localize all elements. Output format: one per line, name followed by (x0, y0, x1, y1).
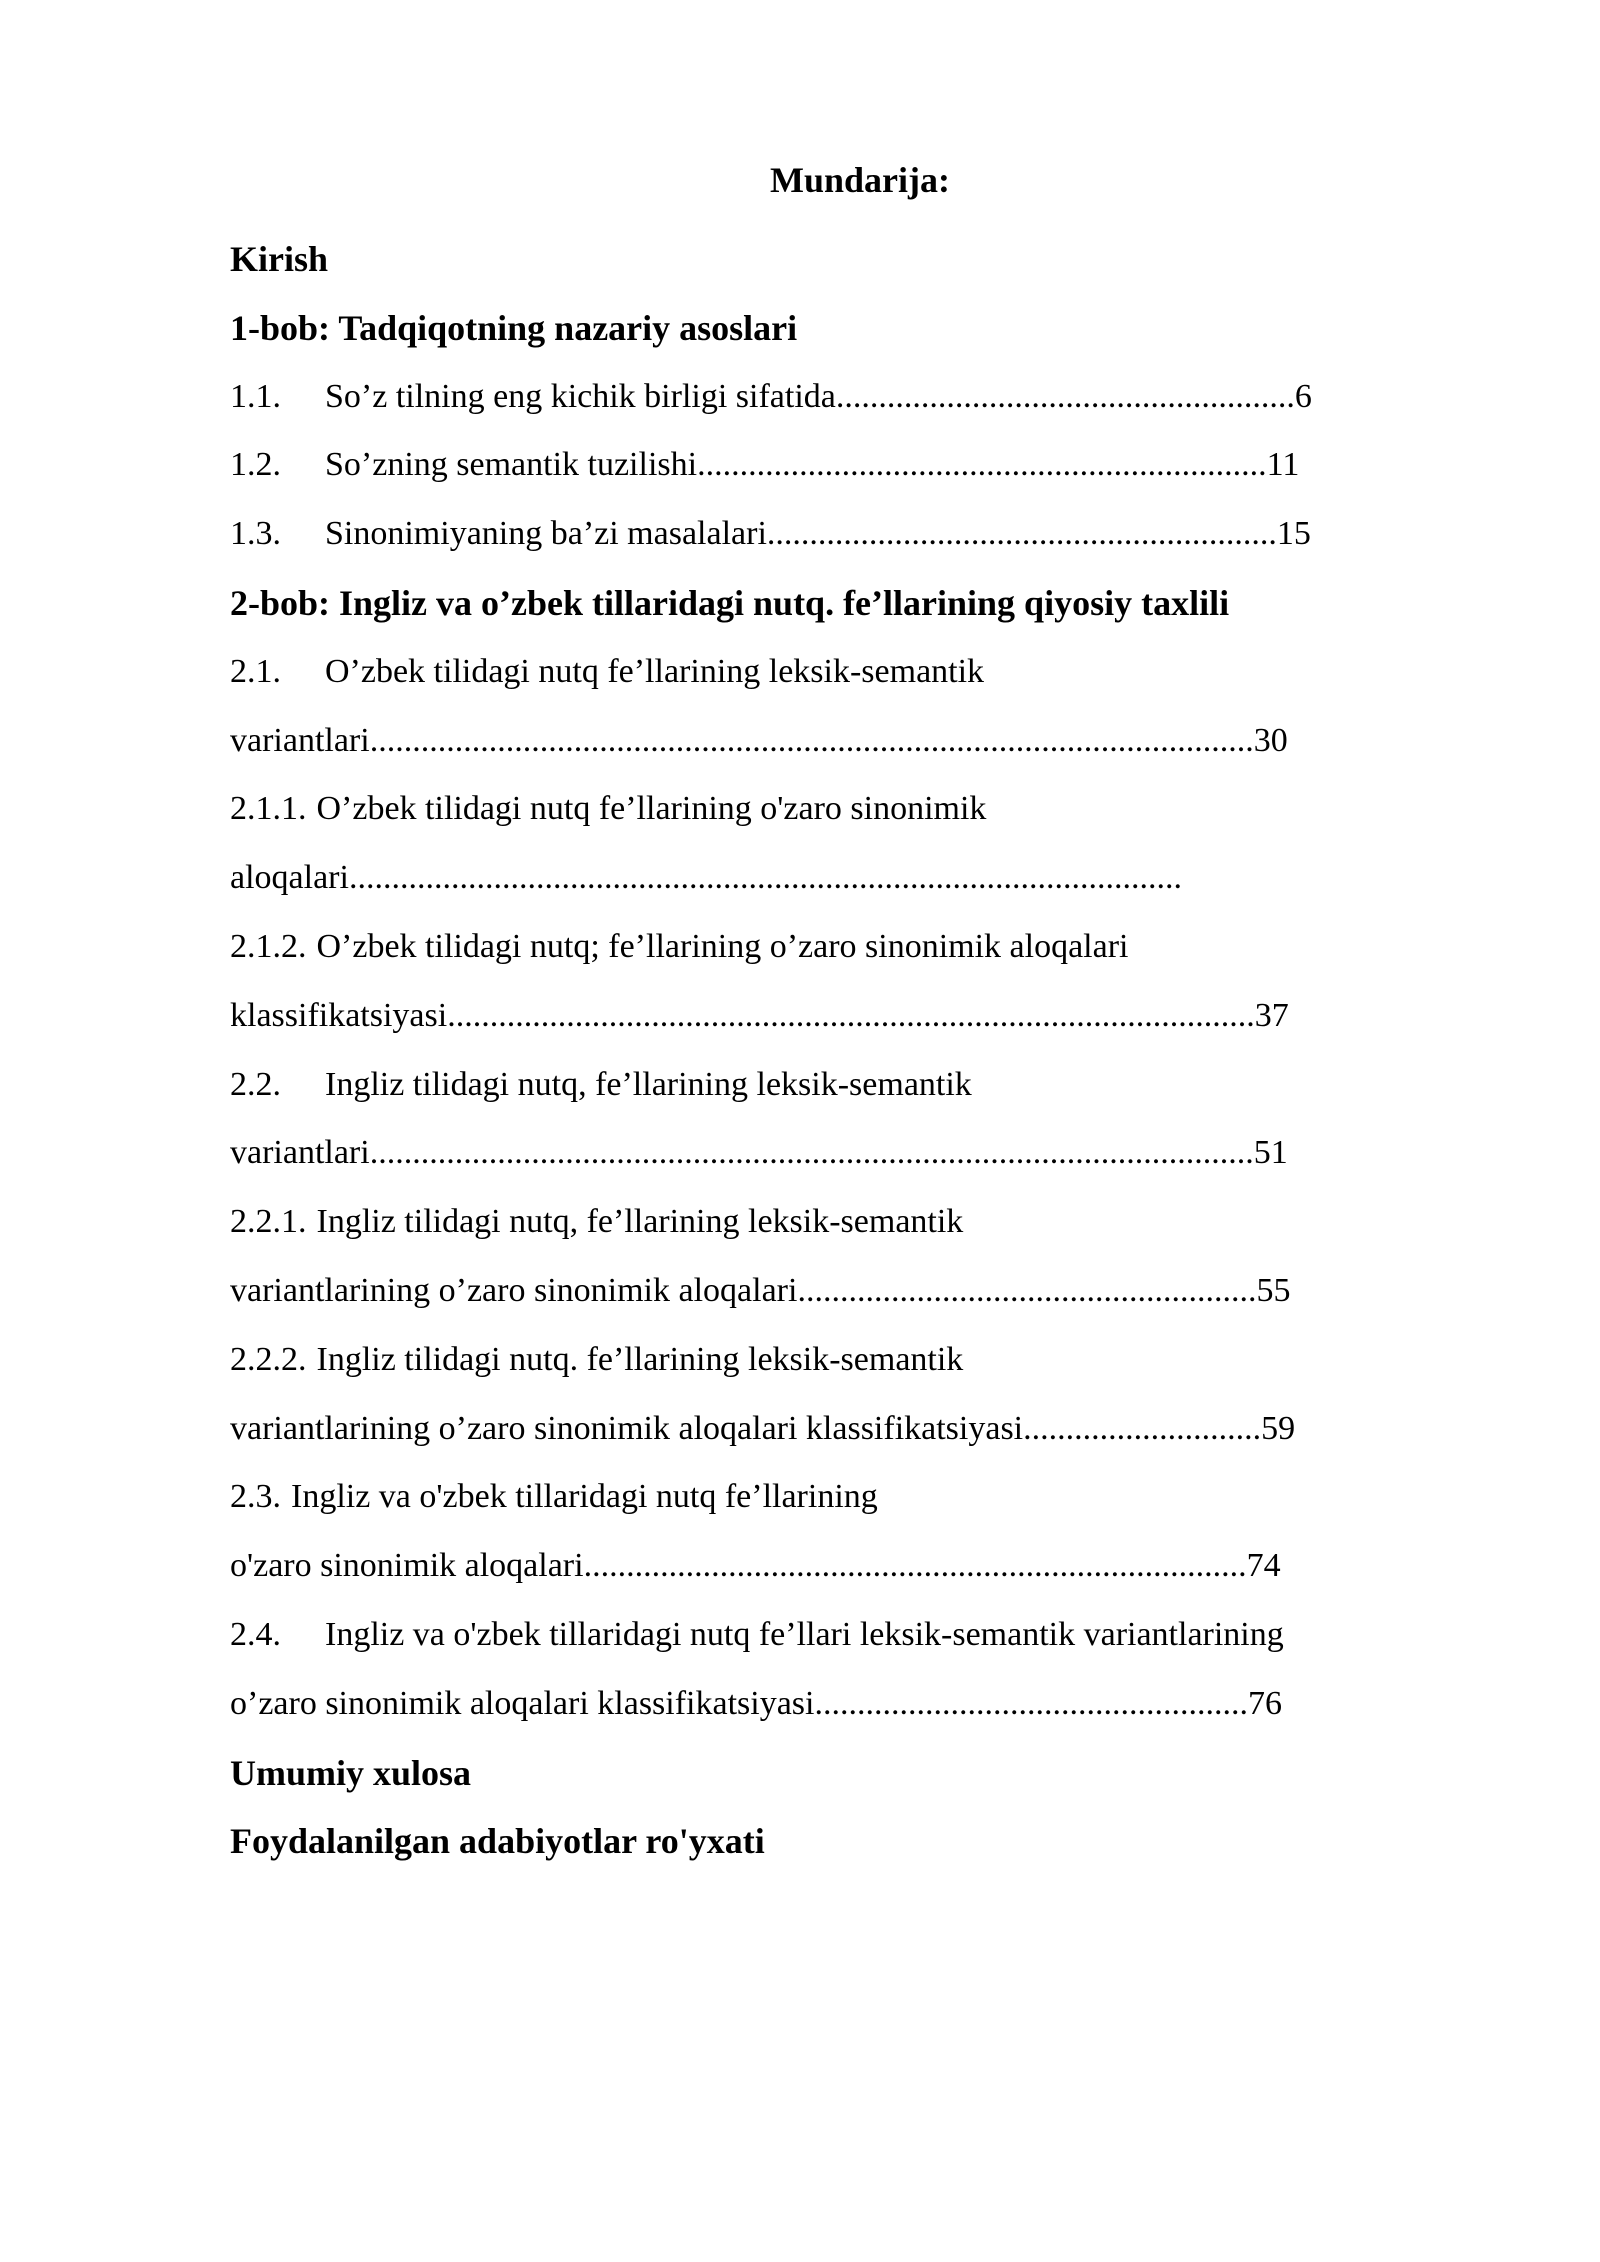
toc-entry-number: 2.4. (230, 1615, 281, 1653)
toc-entry-number: 2.2. (230, 1065, 281, 1103)
toc-heading-chapter-1: 1-bob: Tadqiqotning nazariy asoslari (230, 307, 798, 348)
toc-page-number: 76 (1247, 1684, 1282, 1722)
toc-entry-2-2 (230, 1051, 1480, 1120)
toc-entry-2-4-continued (230, 1670, 1480, 1739)
toc-entry-number: 1.3. (230, 515, 281, 553)
toc-entry-text: o’zaro sinonimik aloqalari klassifikatsiyasi (230, 1684, 815, 1722)
toc-entry-number: 2.3. (230, 1478, 281, 1516)
toc-entry-1-1 (230, 363, 1480, 432)
toc-entry-text: variantlari (230, 1134, 370, 1172)
toc-page-number: 59 (1261, 1409, 1296, 1447)
toc-entry-text: o'zaro sinonimik aloqalari (230, 1547, 584, 1585)
toc-entry-text: Ingliz tilidagi nutq. fe’llarining leksik-semantik (316, 1340, 964, 1378)
toc-entry-2-2-2-continued (230, 1395, 1480, 1464)
toc-entry-text: Ingliz va o'zbek tillaridagi nutq fe’llari leksik-semantik variantlarining (325, 1615, 1284, 1653)
toc-entry-2-1-1-continued (230, 844, 1480, 913)
toc-page-number: 37 (1254, 996, 1289, 1034)
toc-entry-2-1-continued (230, 707, 1480, 776)
toc-entry-2-1-2 (230, 913, 1480, 982)
toc-page-number: 74 (1246, 1547, 1281, 1585)
toc-entry-text: So’z tilning eng kichik birligi sifatida (325, 377, 836, 415)
toc-entry-text: O’zbek tilidagi nutq fe’llarining leksik-semantik (325, 652, 985, 690)
table-of-contents (230, 225, 1480, 1876)
toc-leader-dots: ................................................... (814, 1684, 1248, 1722)
page-title: Mundarija: (770, 160, 950, 200)
toc-entry-2-3 (230, 1463, 1480, 1532)
toc-entry-1-3 (230, 500, 1480, 569)
toc-entry-2-2-1 (230, 1188, 1480, 1257)
toc-page-number: 55 (1256, 1271, 1291, 1309)
toc-entry-text: Ingliz tilidagi nutq, fe’llarining leksik-semantik (316, 1203, 964, 1241)
toc-leader-dots: ...................................................... (797, 1271, 1257, 1309)
toc-entry-text: variantlarining o’zaro sinonimik aloqalari (230, 1271, 798, 1309)
toc-entry-number: 2.1.2. (230, 927, 307, 965)
toc-entry-2-3-continued (230, 1532, 1480, 1601)
toc-leader-dots: ........................................................................................................ (369, 721, 1254, 759)
toc-entry-number: 2.1. (230, 652, 281, 690)
toc-entry-2-1-1 (230, 775, 1480, 844)
toc-leader-dots: ............................................................................................... (447, 996, 1255, 1034)
toc-entry-text: So’zning semantik tuzilishi (325, 446, 698, 484)
toc-entry-1-2 (230, 431, 1480, 500)
toc-entry-text: Ingliz va o'zbek tillaridagi nutq fe’llarining (291, 1478, 878, 1516)
toc-heading-conclusion: Umumiy xulosa (230, 1752, 472, 1793)
toc-entry-text: Ingliz tilidagi nutq, fe’llarining leksik-semantik (325, 1065, 972, 1103)
toc-page-number: 51 (1253, 1134, 1288, 1172)
toc-leader-dots: .............................................................................. (583, 1547, 1247, 1585)
toc-entry-text: Sinonimiyaning ba’zi masalalari (325, 515, 767, 553)
toc-entry-text: O’zbek tilidagi nutq; fe’llarining o’zaro sinonimik aloqalari (316, 927, 1129, 965)
toc-entry-text: variantlari (230, 721, 370, 759)
toc-leader-dots: .................................................................................................. (348, 859, 1182, 897)
toc-page-number: 15 (1276, 515, 1311, 553)
toc-page-number: 30 (1253, 721, 1288, 759)
toc-entry-2-4 (230, 1601, 1480, 1670)
toc-entry-number: 1.2. (230, 446, 281, 484)
toc-entry-text: variantlarining o’zaro sinonimik aloqalari klassifikatsiyasi (230, 1409, 1024, 1447)
toc-entry-text: O’zbek tilidagi nutq fe’llarining o'zaro sinonimik (316, 790, 987, 828)
toc-entry-number: 2.2.1. (230, 1203, 307, 1241)
toc-entry-text: klassifikatsiyasi (230, 996, 448, 1034)
toc-leader-dots: ................................................................... (697, 446, 1267, 484)
toc-heading-references: Foydalanilgan adabiyotlar ro'yxati (230, 1821, 765, 1862)
toc-entry-2-1 (230, 638, 1480, 707)
toc-leader-dots: ........................................................................................................ (369, 1134, 1254, 1172)
toc-heading-chapter-2: 2-bob: Ingliz va o’zbek tillaridagi nutq. fe’llarining qiyosiy taxlili (230, 582, 1230, 623)
toc-entry-2-2-2 (230, 1326, 1480, 1395)
toc-leader-dots: ............................ (1023, 1409, 1262, 1447)
toc-entry-number: 1.1. (230, 377, 281, 415)
toc-page-number: 11 (1266, 446, 1300, 484)
toc-entry-2-2-continued (230, 1119, 1480, 1188)
toc-heading-intro: Kirish (230, 239, 329, 279)
toc-leader-dots: ...................................................... (835, 377, 1295, 415)
toc-page-number: 6 (1294, 377, 1312, 415)
toc-entry-number: 2.2.2. (230, 1340, 307, 1378)
toc-entry-text: aloqalari (230, 859, 349, 897)
toc-entry-2-2-1-continued (230, 1257, 1480, 1326)
toc-entry-2-1-2-continued (230, 982, 1480, 1051)
toc-entry-number: 2.1.1. (230, 790, 307, 828)
toc-leader-dots: ............................................................ (766, 515, 1277, 553)
